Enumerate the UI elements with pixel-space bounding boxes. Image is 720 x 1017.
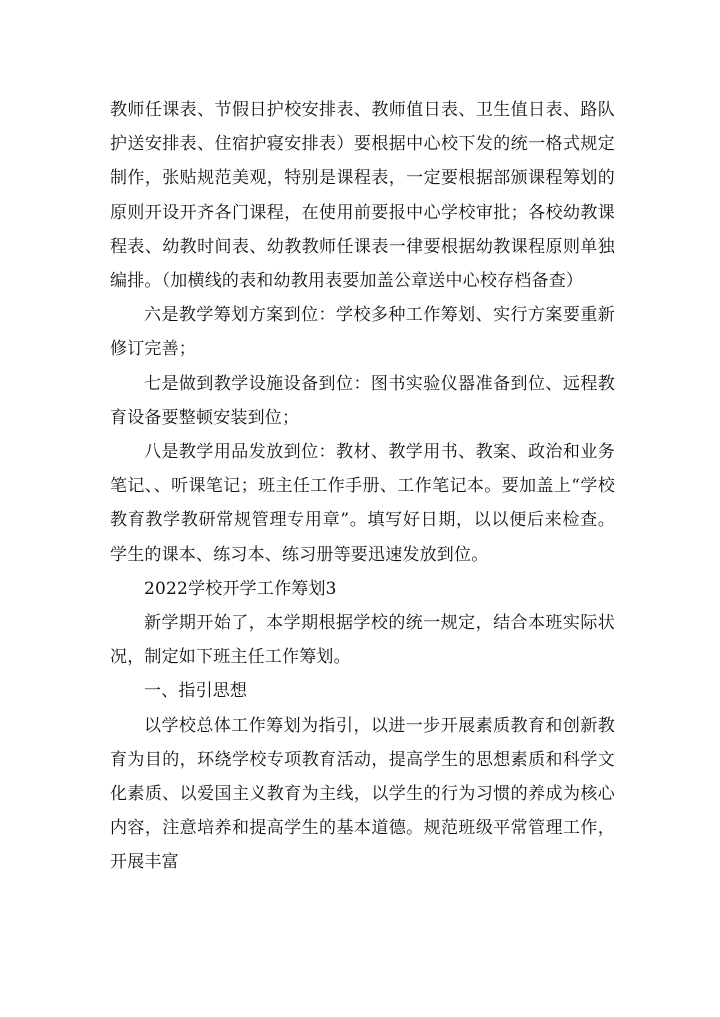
paragraph: 七是做到教学设施设备到位：图书实验仪器准备到位、远程教育设备要整顿安装到位； — [110, 373, 615, 428]
paragraph: 六是教学筹划方案到位：学校多种工作筹划、实行方案要重新修订完善； — [110, 305, 615, 360]
paragraph: 八是教学用品发放到位：教材、教学用书、教案、政治和业务笔记、、听课笔记；班主任工作手册、工作笔记本。要加盖上“学校教育教学教研常规管理专用章”。填写好日期，以以便后来检查。学生的课本、练习本、练习册等要迅速发放到位。 — [110, 442, 615, 565]
section-heading: 2022学校开学工作筹划3 — [144, 578, 337, 599]
section-heading: 一、指引思想 — [144, 681, 248, 702]
document-body — [110, 93, 615, 880]
paragraph: 教师任课表、节假日护校安排表、教师值日表、卫生值日表、路队护送安排表、住宿护寝安排表）要根据中心校下发的统一格式规定制作，张贴规范美观，特别是课程表，一定要根据部颁课程筹划的原则开设开齐各门课程，在使用前要报中心学校审批；各校幼教课程表、幼教时间表、幼教教师任课表一律要根据幼教课程原则单独编排。（加横线的表和幼教用表要加盖公章送中心校存档备查） — [110, 100, 615, 292]
paragraph: 新学期开始了，本学期根据学校的统一规定，结合本班实际状况，制定如下班主任工作筹划。 — [110, 613, 615, 668]
paragraph: 以学校总体工作筹划为指引，以进一步开展素质教育和创新教育为目的，环绕学校专项教育活动，提高学生的思想素质和科学文化素质、以爱国主义教育为主线，以学生的行为习惯的养成为核心内容，注意培养和提高学生的基本道德。规范班级平常管理工作，开展丰富 — [110, 715, 615, 873]
